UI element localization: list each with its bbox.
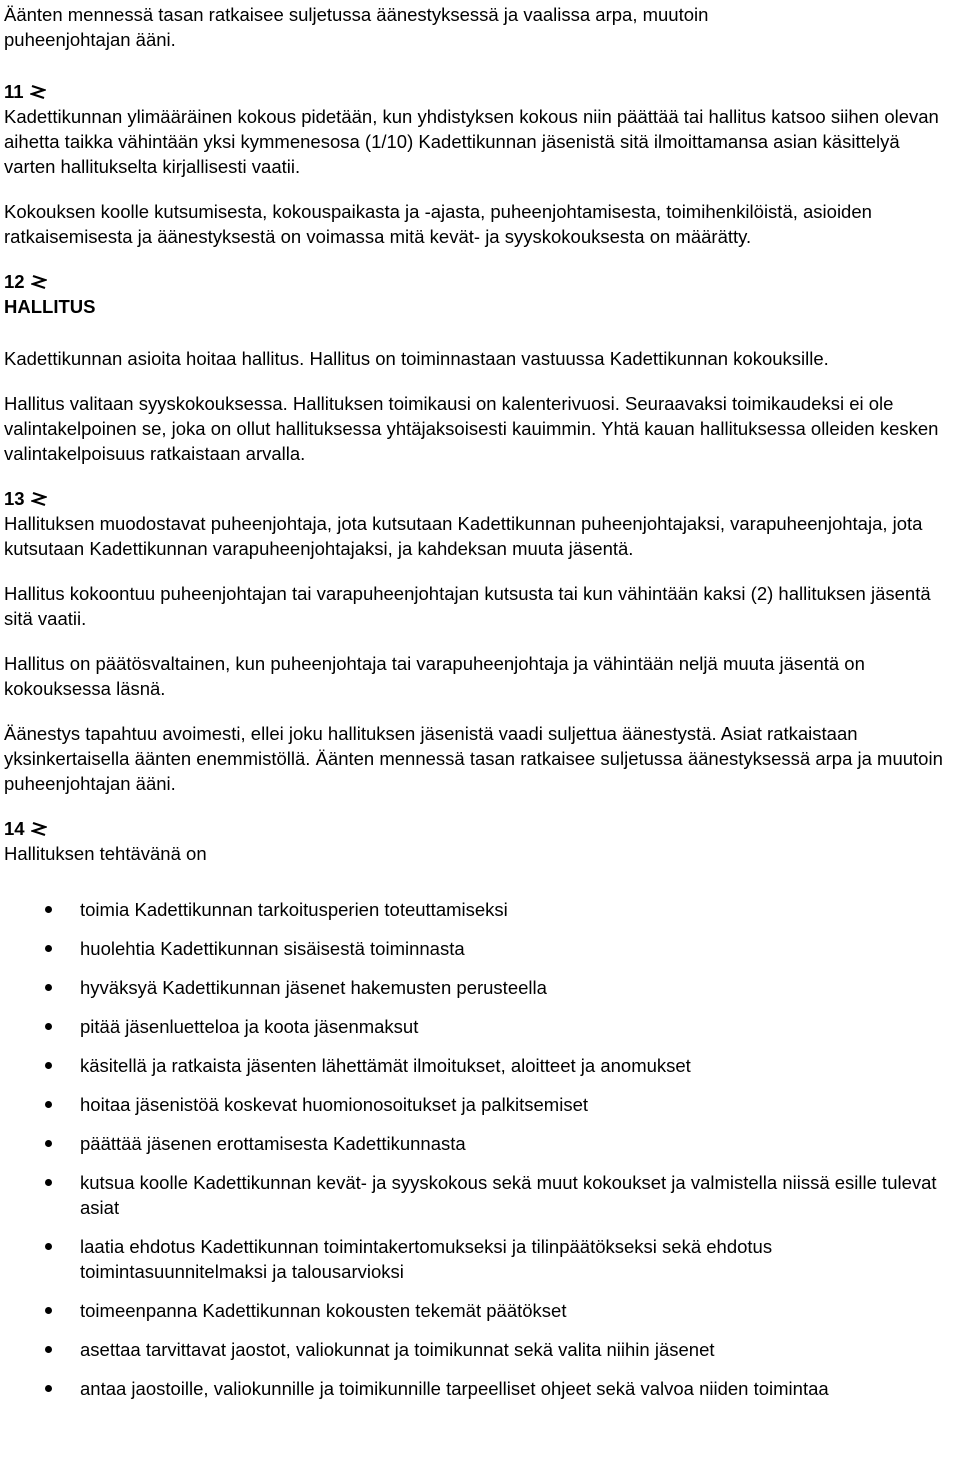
bullet-icon (45, 1346, 52, 1353)
section-14-heading (4, 816, 956, 841)
section-sign-icon (31, 817, 47, 841)
duties-list (4, 897, 956, 1401)
section-12-paragraph-1: Kadettikunnan asioita hoitaa hallitus. Hallitus on toiminnastaan vastuussa Kadettikunnan kokouksille. (4, 348, 829, 369)
section-12-title: HALLITUS (4, 296, 96, 317)
section-number: 13 (4, 488, 25, 509)
bullet-icon (45, 1062, 52, 1069)
list-item: laatia ehdotus Kadettikunnan toimintakertomukseksi ja tilinpäätökseksi sekä ehdotus toimintasuunnitelmaksi ja talousarvioksi (4, 1234, 956, 1284)
list-item: hoitaa jäsenistöä koskevat huomionosoitukset ja palkitsemiset (4, 1092, 956, 1117)
section-13-paragraph-3: Hallitus on päätösvaltainen, kun puheenjohtaja tai varapuheenjohtaja ja vähintään neljä muuta jäsentä on kokouksessa läsnä. (4, 653, 865, 699)
section-13-paragraph-2: Hallitus kokoontuu puheenjohtajan tai varapuheenjohtajan kutsusta tai kun vähintään kaksi (2) hallituksen jäsentä sitä vaatii. (4, 583, 931, 629)
bullet-icon (45, 1385, 52, 1392)
bullet-icon (45, 945, 52, 952)
list-item: pitää jäsenluetteloa ja koota jäsenmaksut (4, 1014, 956, 1039)
section-12-heading (4, 269, 956, 294)
list-item: asettaa tarvittavat jaostot, valiokunnat ja toimikunnat sekä valita niihin jäsenet (4, 1337, 956, 1362)
section-13-paragraph-1: Hallituksen muodostavat puheenjohtaja, jota kutsutaan Kadettikunnan puheenjohtajaksi, varapuheenjohtaja, jota kutsutaan Kadettikunnan varapuheenjohtajaksi, ja kahdeksan muuta jäsentä. (4, 513, 923, 559)
list-item: toimia Kadettikunnan tarkoitusperien toteuttamiseksi (4, 897, 956, 922)
intro-line-1: Äänten mennessä tasan ratkaisee suljetussa äänestyksessä ja vaalissa arpa, muutoin (4, 4, 709, 25)
bullet-icon (45, 984, 52, 991)
section-11-heading (4, 79, 956, 104)
section-11-paragraph-1: Kadettikunnan ylimääräinen kokous pidetään, kun yhdistyksen kokous niin päättää tai hallitus katsoo siihen olevan aihetta taikka vähintään yksi kymmenesosa (1/10) Kadettikunnan jäsenistä sitä ilmoittamansa asian käsittelyä varten hallitukselta kirjallisesti vaatii. (4, 106, 939, 177)
list-item: toimeenpanna Kadettikunnan kokousten tekemät päätökset (4, 1298, 956, 1323)
bullet-icon (45, 906, 52, 913)
bullet-icon (45, 1243, 52, 1250)
bullet-icon (45, 1179, 52, 1186)
list-item: hyväksyä Kadettikunnan jäsenet hakemusten perusteella (4, 975, 956, 1000)
list-item: käsitellä ja ratkaista jäsenten lähettämät ilmoitukset, aloitteet ja anomukset (4, 1053, 956, 1078)
section-number: 11 (4, 81, 24, 102)
section-number: 12 (4, 271, 25, 292)
section-12-paragraph-2: Hallitus valitaan syyskokouksessa. Hallituksen toimikausi on kalenterivuosi. Seuraavaksi toimikaudeksi ei ole valintakelpoinen se, joka on ollut hallituksessa yhtäjaksoisesti kauimmin. Yhtä kauan hallituksessa olleiden kesken valintakelpoisuus ratkaistaan arvalla. (4, 393, 939, 464)
section-13-paragraph-4: Äänestys tapahtuu avoimesti, ellei joku hallituksen jäsenistä vaadi suljettua äänestystä. Asiat ratkaistaan yksinkertaisella äänten enemmistöllä. Äänten mennessä tasan ratkaisee suljetussa äänestyksessä arpa ja muutoin puheenjohtajan ääni. (4, 723, 943, 794)
bullet-icon (45, 1023, 52, 1030)
list-item: antaa jaostoille, valiokunnille ja toimikunnille tarpeelliset ohjeet sekä valvoa niiden toimintaa (4, 1376, 956, 1401)
document-page (4, 2, 956, 1415)
bullet-icon (45, 1101, 52, 1108)
section-13-heading (4, 486, 956, 511)
list-item: päättää jäsenen erottamisesta Kadettikunnasta (4, 1131, 956, 1156)
bullet-icon (45, 1140, 52, 1147)
section-sign-icon (31, 270, 47, 294)
bullet-icon (45, 1307, 52, 1314)
intro-line-2: puheenjohtajan ääni. (4, 29, 176, 50)
list-item: huolehtia Kadettikunnan sisäisestä toiminnasta (4, 936, 956, 961)
section-14-intro: Hallituksen tehtävänä on (4, 843, 207, 864)
list-item: kutsua koolle Kadettikunnan kevät- ja syyskokous sekä muut kokoukset ja valmistella niissä esille tulevat asiat (4, 1170, 956, 1220)
section-11-paragraph-2: Kokouksen koolle kutsumisesta, kokouspaikasta ja -ajasta, puheenjohtamisesta, toimihenkilöistä, asioiden ratkaisemisesta ja äänestyksestä on voimassa mitä kevät- ja syyskokouksesta on määrätty. (4, 201, 872, 247)
section-sign-icon (30, 80, 46, 104)
section-number: 14 (4, 818, 25, 839)
section-sign-icon (31, 487, 47, 511)
